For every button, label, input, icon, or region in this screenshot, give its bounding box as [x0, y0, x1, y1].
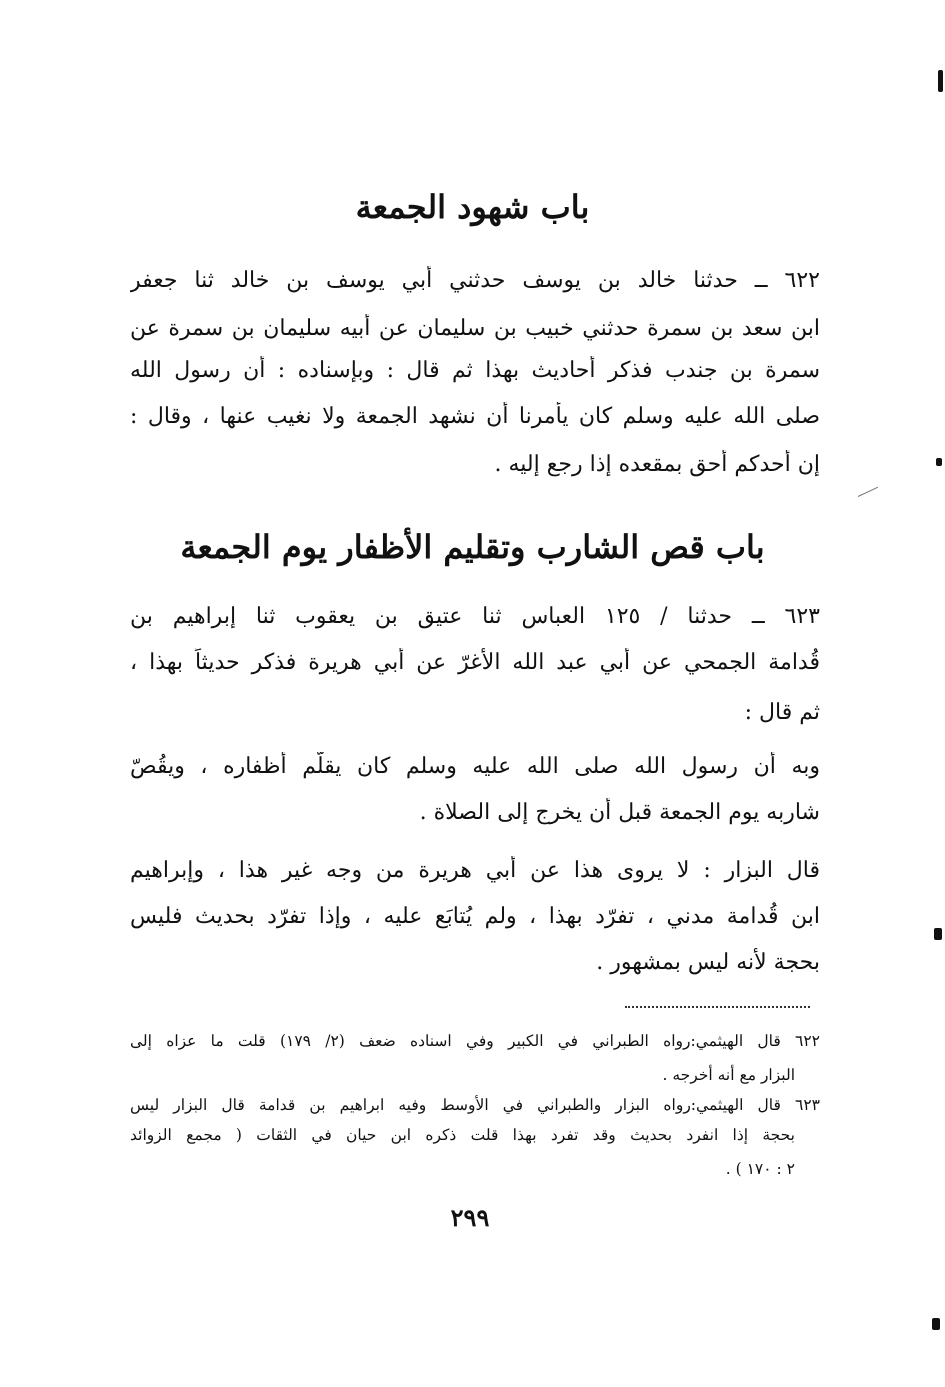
scan-mark	[938, 70, 943, 92]
section-heading-trimming: باب قص الشارب وتقليم الأظفار يوم الجمعة	[180, 528, 765, 566]
footnote-623-line-2: بحجة إذا انفرد بحديث وقد تفرد بهذا قلت ذكره ابن حيان في الثقات ( مجمع الزوائد	[130, 1126, 795, 1144]
hadith-622-line-4: صلى الله عليه وسلم كان يأمرنا أن نشهد الجمعة ولا نغيب عنها ، وقال :	[130, 404, 820, 429]
bazzar-comment-line-2: ابن قُدامة مدني ، تفرّد بهذا ، ولم يُتابَع عليه ، وإذا تفرّد بحديث فليس	[130, 904, 820, 929]
footnote-separator	[625, 1006, 810, 1008]
footnote-623-line-3: ٢ : ١٧٠ ) .	[725, 1160, 795, 1178]
hadith-622-line-5: إن أحدكم أحق بمقعده إذا رجع إليه .	[494, 452, 820, 477]
hadith-622-line-3: سمرة بن جندب فذكر أحاديث بهذا ثم قال : وبإسناده : أن رسول الله	[130, 358, 820, 383]
footnote-623-line-1: ٦٢٣ قال الهيثمي:رواه البزار والطبراني في الأوسط وفيه ابراهيم بن قدامة قال البزار ليس	[130, 1096, 820, 1114]
bazzar-comment-line-1: قال البزار : لا يروى هذا عن أبي هريرة من وجه غير هذا ، وإبراهيم	[130, 858, 820, 883]
hadith-623-line-4: وبه أن رسول الله صلى الله عليه وسلم كان يقلّم أظفاره ، ويقُصّ	[130, 754, 820, 779]
hadith-623-line-1: ٦٢٣ ــ حدثنا / ١٢٥ العباس ثنا عتيق بن يعقوب ثنا إبراهيم بن	[130, 604, 820, 629]
scan-mark	[934, 928, 942, 940]
bazzar-comment-line-3: بحجة لأنه ليس بمشهور .	[596, 950, 820, 975]
page-number: ٢٩٩	[450, 1203, 490, 1232]
scan-mark	[936, 458, 942, 466]
hadith-623-line-3: ثم قال :	[744, 700, 820, 725]
scan-mark	[932, 1318, 940, 1330]
section-heading-friday-attendance: باب شهود الجمعة	[355, 188, 590, 226]
scan-scratch	[858, 487, 878, 497]
hadith-622-line-2: ابن سعد بن سمرة حدثني خبيب بن سليمان عن أبيه سليمان بن سمرة عن	[130, 316, 820, 341]
hadith-622-line-1: ٦٢٢ ــ حدثنا خالد بن يوسف حدثني أبي يوسف بن خالد ثنا جعفر	[130, 268, 820, 293]
hadith-623-line-2: قُدامة الجمحي عن أبي عبد الله الأغرّ عن أبي هريرة فذكر حديثاً بهذا ،	[130, 650, 820, 675]
hadith-623-line-5: شاربه يوم الجمعة قبل أن يخرج إلى الصلاة .	[419, 800, 820, 825]
footnote-622-line-2: البزار مع أنه أخرجه .	[662, 1066, 795, 1084]
footnote-622-line-1: ٦٢٢ قال الهيثمي:رواه الطبراني في الكبير وفي اسناده ضعف (٢/ ١٧٩) قلت ما عزاه إلى	[130, 1032, 820, 1050]
